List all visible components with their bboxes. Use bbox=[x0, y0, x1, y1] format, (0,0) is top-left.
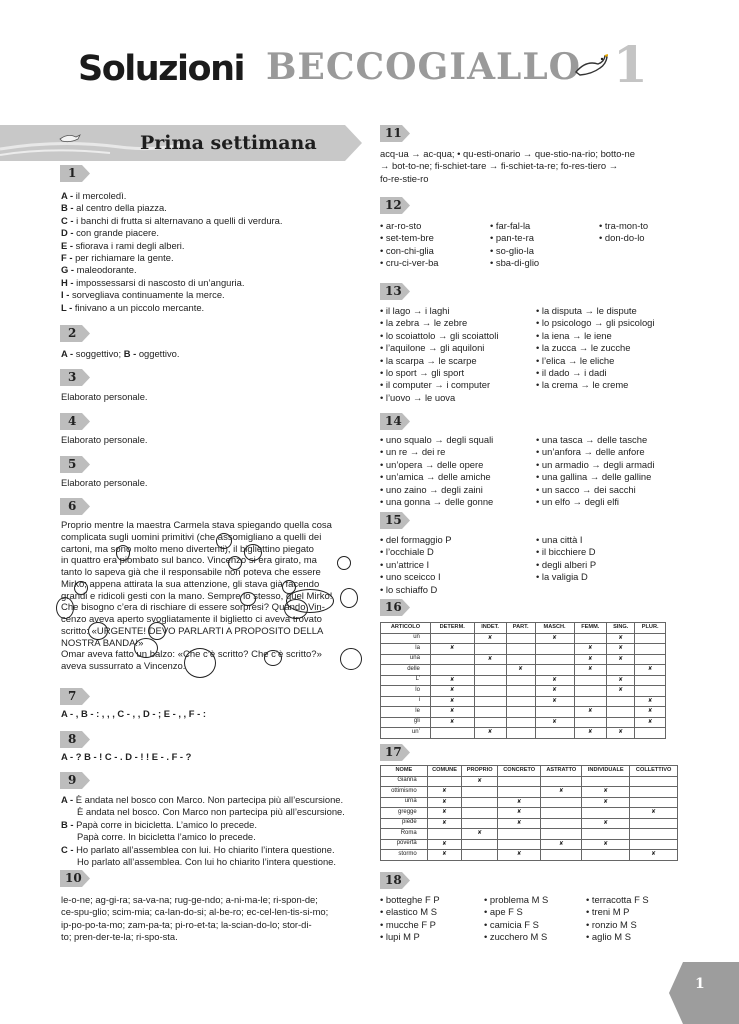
section-number: 5 bbox=[68, 457, 77, 471]
section-12 bbox=[380, 197, 410, 217]
table-cell bbox=[498, 829, 541, 840]
table-cell bbox=[462, 850, 498, 861]
table-cell: ✘ bbox=[462, 776, 498, 787]
table-row bbox=[381, 818, 678, 829]
row-label: delle bbox=[381, 665, 431, 676]
table-cell bbox=[506, 728, 535, 739]
section-number: 17 bbox=[385, 745, 402, 759]
table-cell: ✘ bbox=[427, 808, 462, 819]
table-cell bbox=[535, 644, 574, 655]
section-number: 10 bbox=[65, 871, 82, 885]
section-number: 15 bbox=[385, 513, 402, 527]
punctuation-circle bbox=[116, 545, 130, 561]
table-cell: ✘ bbox=[607, 728, 635, 739]
section-6-text: Proprio mentre la maestra Carmela stava spiegando quella cosa complicata sugli uomini primitivi (che assomigliano a quelli dei cartoni, ma sono molto meno divertenti), il bigliettino piegato in quattro era piombato sul banco. Vincenzo si era girato, ma tanto lo sapeva già che il responsabile non poteva che essere Mirko; appena attirata la sua attenzione, gli stava già facendo grandi e ridicoli gesti con la mano. Sempre lo stesso, quel Mirko! Che bisogno c’era di rischiare di essere sorpresi? Quando Vin- cenzo aveva aperto svogliatamente il biglietto ci aveva trovato scritto: «URGENTE! DEVO PARLARTI A PROPOSITO DELLA NOSTRA BANDA!» Omar aveva fatto un balzo: «Che c’è scritto? Che c’è scritto?» aveva sussurrato a Vincenzo. bbox=[61, 520, 333, 673]
punctuation-circle bbox=[148, 622, 166, 640]
table-cell bbox=[574, 686, 607, 697]
table-cell: ✘ bbox=[635, 665, 666, 676]
section-12-col-2: • far-fal-la • pan-te-ra • so-glio-la • sba-di-glio bbox=[490, 220, 539, 270]
table-cell bbox=[541, 818, 582, 829]
table-cell: ✘ bbox=[498, 797, 541, 808]
table-cell bbox=[607, 696, 635, 707]
table-row bbox=[381, 644, 666, 655]
row-label: lo bbox=[381, 686, 431, 697]
section-9-list: A - È andata nel bosco con Marco. Non partecipa più all’escursione. È andata nel bosco. Con Marco non partecipa più all’escursione. B - Papà corre in bicicletta. L’amico lo precede. Papà corre. In bicicletta l’amico lo precede. C - Ho parlato all’assemblea con lui. Ho chiarito l’intera questione. Ho parlato all’assemblea. Con lui ho chiarito l’intera questione. bbox=[61, 794, 345, 868]
table-cell bbox=[582, 850, 630, 861]
table-cell bbox=[498, 776, 541, 787]
column-header: NOME bbox=[381, 766, 428, 777]
table-cell bbox=[541, 808, 582, 819]
section-number: 7 bbox=[68, 689, 77, 703]
section-9 bbox=[60, 772, 90, 792]
table-cell bbox=[427, 829, 462, 840]
section-12-col-3: • tra-mon-to • don-do-lo bbox=[599, 220, 648, 245]
section-6 bbox=[60, 498, 90, 518]
section-2-text: A - soggettivo; B - oggettivo. bbox=[61, 348, 180, 359]
row-label: piede bbox=[381, 818, 428, 829]
header-brand: BECCOGIALLO bbox=[266, 46, 582, 88]
table-cell bbox=[574, 675, 607, 686]
table-cell: ✘ bbox=[541, 839, 582, 850]
table-cell bbox=[506, 675, 535, 686]
table-cell: ✘ bbox=[607, 686, 635, 697]
section-number: 1 bbox=[68, 166, 77, 180]
table-cell bbox=[574, 717, 607, 728]
table-cell: ✘ bbox=[427, 818, 462, 829]
punctuation-circle bbox=[284, 599, 308, 619]
table-cell: ✘ bbox=[427, 850, 462, 861]
table-cell: ✘ bbox=[630, 850, 678, 861]
table-cell: ✘ bbox=[582, 797, 630, 808]
row-label: Gianna bbox=[381, 776, 428, 787]
table-cell bbox=[635, 728, 666, 739]
table-cell: ✘ bbox=[635, 717, 666, 728]
section-number: 9 bbox=[68, 773, 77, 787]
table-cell: ✘ bbox=[574, 654, 607, 665]
section-number: 4 bbox=[68, 414, 77, 428]
section-number: 8 bbox=[68, 732, 77, 746]
section-number: 11 bbox=[385, 126, 402, 140]
row-label: un’ bbox=[381, 728, 431, 739]
table-cell bbox=[635, 675, 666, 686]
table-row bbox=[381, 839, 678, 850]
table-row bbox=[381, 808, 678, 819]
table-row bbox=[381, 728, 666, 739]
row-label: una bbox=[381, 654, 431, 665]
section-14 bbox=[380, 413, 410, 433]
section-10 bbox=[60, 870, 90, 890]
punctuation-circle bbox=[264, 650, 282, 666]
column-header: INDET. bbox=[474, 623, 506, 634]
table-cell bbox=[541, 776, 582, 787]
section-15-left: • del formaggio P • l’occhiale D • un’attrice I • uno sceicco I • lo schiaffo D bbox=[380, 534, 452, 596]
punctuation-circle bbox=[244, 544, 262, 561]
section-11-text: acq-ua → ac-qua; • qu-esti-onario → que-stio-na-rio; botto-ne → bot-to-ne; fi-schiet-tare → fi-schiet-ta-re; fo-res-tiero → fo-re-stie-ro bbox=[380, 148, 635, 184]
row-label: un bbox=[381, 633, 431, 644]
table-cell bbox=[535, 665, 574, 676]
table-cell bbox=[541, 850, 582, 861]
table-cell: ✘ bbox=[430, 707, 474, 718]
table-cell: ✘ bbox=[462, 829, 498, 840]
table-row bbox=[381, 665, 666, 676]
table-cell bbox=[498, 787, 541, 798]
row-label: ottimismo bbox=[381, 787, 428, 798]
table-cell bbox=[535, 728, 574, 739]
section-13-left: • il lago → i laghi • la zebra → le zebre • lo scoiattolo → gli scoiattoli • l’aquilone → gli aquiloni • la scarpa → le scarpe • lo sport → gli sport • il computer → i computer • l’uovo → le uova bbox=[380, 305, 498, 404]
section-13-right: • la disputa → le dispute • lo psicologo → gli psicologi • la iena → le iene • la zucca → le zucche • l’elica → le eliche • il dado → i dadi • la crema → le creme bbox=[536, 305, 654, 392]
section-number: 14 bbox=[385, 414, 402, 428]
section-13 bbox=[380, 283, 410, 303]
section-7 bbox=[60, 688, 90, 708]
table-cell: ✘ bbox=[474, 728, 506, 739]
column-header: COMUNE bbox=[427, 766, 462, 777]
table-cell bbox=[474, 707, 506, 718]
punctuation-circle bbox=[56, 597, 74, 619]
table-cell: ✘ bbox=[427, 787, 462, 798]
table-row bbox=[381, 787, 678, 798]
table-cell bbox=[541, 829, 582, 840]
table-cell bbox=[506, 686, 535, 697]
table-cell bbox=[474, 665, 506, 676]
table-row bbox=[381, 717, 666, 728]
table-header-row bbox=[381, 766, 678, 777]
nouns-table bbox=[380, 765, 678, 861]
table-cell bbox=[574, 633, 607, 644]
week-title: Prima settimana bbox=[140, 132, 317, 154]
table-cell bbox=[462, 818, 498, 829]
table-cell bbox=[430, 665, 474, 676]
row-label: Roma bbox=[381, 829, 428, 840]
table-cell bbox=[506, 654, 535, 665]
table-row bbox=[381, 797, 678, 808]
table-cell: ✘ bbox=[535, 686, 574, 697]
table-cell bbox=[635, 644, 666, 655]
row-label: la bbox=[381, 644, 431, 655]
table-cell: ✘ bbox=[630, 808, 678, 819]
column-header: ASTRATTO bbox=[541, 766, 582, 777]
table-cell: ✘ bbox=[474, 654, 506, 665]
column-header: COLLETTIVO bbox=[630, 766, 678, 777]
table-cell: ✘ bbox=[607, 633, 635, 644]
table-cell bbox=[506, 717, 535, 728]
section-18-col-1: • botteghe F P • elastico M S • mucche F P • lupi M P bbox=[380, 894, 440, 944]
punctuation-circle bbox=[240, 592, 256, 606]
table-cell: ✘ bbox=[430, 644, 474, 655]
section-number: 13 bbox=[385, 284, 402, 298]
column-header: INDIVIDUALE bbox=[582, 766, 630, 777]
section-number: 18 bbox=[385, 873, 402, 887]
row-label: stormo bbox=[381, 850, 428, 861]
table-cell bbox=[535, 654, 574, 665]
table-cell: ✘ bbox=[582, 818, 630, 829]
table-header-row bbox=[381, 623, 666, 634]
section-18 bbox=[380, 872, 410, 892]
table-cell: ✘ bbox=[607, 644, 635, 655]
table-cell: ✘ bbox=[535, 717, 574, 728]
table-cell bbox=[607, 707, 635, 718]
table-cell: ✘ bbox=[430, 717, 474, 728]
section-14-left: • uno squalo → degli squali • un re → dei re • un’opera → delle opere • un’amica → delle amiche • uno zaino → degli zaini • una gonna → delle gonne bbox=[380, 434, 493, 508]
table-cell: ✘ bbox=[498, 850, 541, 861]
row-label: gregge bbox=[381, 808, 428, 819]
punctuation-circle bbox=[88, 622, 108, 640]
table-row bbox=[381, 654, 666, 665]
section-7-text: A - , B - : , , , C - , , D - ; E - , , F - : bbox=[61, 708, 206, 719]
table-cell: ✘ bbox=[582, 839, 630, 850]
table-cell bbox=[462, 839, 498, 850]
section-8-text: A - ? B - ! C - . D - ! ! E - . F - ? bbox=[61, 751, 192, 762]
row-label: urna bbox=[381, 797, 428, 808]
table-cell: ✘ bbox=[607, 675, 635, 686]
section-number: 3 bbox=[68, 370, 77, 384]
table-cell bbox=[498, 839, 541, 850]
section-3-text: Elaborato personale. bbox=[61, 391, 148, 402]
table-cell bbox=[506, 633, 535, 644]
punctuation-circle bbox=[340, 648, 362, 670]
section-14-right: • una tasca → delle tasche • un’anfora → delle anfore • un armadio → degli armadi • una gallina → delle galline • un sacco → dei sacchi • un elfo → degli elfi bbox=[536, 434, 654, 508]
table-cell: ✘ bbox=[498, 818, 541, 829]
table-cell: ✘ bbox=[607, 654, 635, 665]
table-cell bbox=[574, 696, 607, 707]
header-title: Soluzioni bbox=[78, 49, 244, 89]
section-number: 6 bbox=[68, 499, 77, 513]
header-volume-number: 1 bbox=[613, 35, 648, 94]
column-header: ARTICOLO bbox=[381, 623, 431, 634]
section-18-col-2: • problema M S • ape F S • camicia F S • zucchero M S bbox=[484, 894, 548, 944]
table-cell: ✘ bbox=[430, 686, 474, 697]
table-cell bbox=[630, 839, 678, 850]
column-header: MASCH. bbox=[535, 623, 574, 634]
table-cell bbox=[630, 787, 678, 798]
punctuation-circle bbox=[74, 581, 88, 595]
row-label: i bbox=[381, 696, 431, 707]
section-number: 16 bbox=[385, 600, 402, 614]
table-cell bbox=[430, 654, 474, 665]
punctuation-circle bbox=[337, 556, 351, 570]
table-row bbox=[381, 696, 666, 707]
column-header: PROPRIO bbox=[462, 766, 498, 777]
section-16 bbox=[380, 599, 410, 619]
articles-table bbox=[380, 622, 666, 739]
table-cell bbox=[430, 633, 474, 644]
table-cell bbox=[635, 686, 666, 697]
table-cell bbox=[430, 728, 474, 739]
section-5 bbox=[60, 456, 90, 476]
punctuation-circle bbox=[340, 588, 358, 608]
table-row bbox=[381, 633, 666, 644]
section-15 bbox=[380, 512, 410, 532]
table-cell bbox=[427, 776, 462, 787]
table-cell bbox=[474, 675, 506, 686]
section-15-right: • una città I • il bicchiere D • degli alberi P • la valigia D bbox=[536, 534, 596, 584]
row-label: gli bbox=[381, 717, 431, 728]
table-cell: ✘ bbox=[541, 787, 582, 798]
table-cell bbox=[630, 829, 678, 840]
table-cell bbox=[635, 633, 666, 644]
table-row bbox=[381, 850, 678, 861]
section-4-text: Elaborato personale. bbox=[61, 434, 148, 445]
table-cell bbox=[506, 707, 535, 718]
table-row bbox=[381, 707, 666, 718]
table-cell: ✘ bbox=[430, 696, 474, 707]
table-cell: ✘ bbox=[574, 665, 607, 676]
table-cell bbox=[506, 696, 535, 707]
table-cell bbox=[630, 818, 678, 829]
column-header: FEMM. bbox=[574, 623, 607, 634]
table-cell bbox=[506, 644, 535, 655]
punctuation-circle bbox=[228, 556, 242, 570]
page-number: 1 bbox=[695, 976, 705, 992]
section-18-col-3: • terracotta F S • treni M P • ronzio M S • aglio M S bbox=[586, 894, 649, 944]
table-cell: ✘ bbox=[430, 675, 474, 686]
table-row bbox=[381, 675, 666, 686]
row-label: povertà bbox=[381, 839, 428, 850]
table-cell: ✘ bbox=[635, 696, 666, 707]
punctuation-circle bbox=[184, 648, 216, 678]
table-cell bbox=[607, 665, 635, 676]
table-cell bbox=[535, 707, 574, 718]
table-cell: ✘ bbox=[582, 787, 630, 798]
table-cell bbox=[630, 797, 678, 808]
section-4 bbox=[60, 413, 90, 433]
section-1 bbox=[60, 165, 90, 185]
table-cell: ✘ bbox=[635, 707, 666, 718]
column-header: PART. bbox=[506, 623, 535, 634]
table-cell: ✘ bbox=[535, 675, 574, 686]
gull-logo-icon bbox=[572, 50, 608, 80]
column-header: SING. bbox=[607, 623, 635, 634]
table-cell: ✘ bbox=[535, 696, 574, 707]
section-11 bbox=[380, 125, 410, 145]
table-cell bbox=[462, 797, 498, 808]
table-cell bbox=[462, 808, 498, 819]
table-cell: ✘ bbox=[498, 808, 541, 819]
table-cell bbox=[607, 717, 635, 728]
column-header: DETERM. bbox=[430, 623, 474, 634]
section-2 bbox=[60, 325, 90, 345]
section-10-text: le-o-ne; ag-gi-ra; sa-va-na; rug-ge-ndo; a-ni-ma-le; ri-spon-de; ce-spu-glio; scim-mia; ca-lan-do-si; al-be-ro; ec-cel-len-tis-si-mo; ip-po-po-ta-mo; zam-pa-ta; pi-ro-et-ta; la-scian-do-lo; stor-di- to; pren-der-te-la; ri-spo-sta. bbox=[61, 894, 329, 943]
section-number: 2 bbox=[68, 326, 77, 340]
table-cell: ✘ bbox=[427, 797, 462, 808]
section-1-list: A - il mercoledì. B - al centro della piazza. C - i banchi di frutta si alternavano a quelli di verdura. D - con grande piacere. E - sfiorava i rami degli alberi. F - per richiamare la gente. G - maleodorante. H - impossessarsi di nascosto di un’anguria. I - sorvegliava continuamente la merce. L - finivano a un piccolo mercante. bbox=[61, 190, 283, 313]
table-cell bbox=[582, 776, 630, 787]
section-5-text: Elaborato personale. bbox=[61, 477, 148, 488]
table-cell: ✘ bbox=[427, 839, 462, 850]
table-cell bbox=[541, 797, 582, 808]
table-cell bbox=[630, 776, 678, 787]
table-cell bbox=[462, 787, 498, 798]
table-cell bbox=[474, 644, 506, 655]
table-cell bbox=[474, 686, 506, 697]
column-header: CONCRETO bbox=[498, 766, 541, 777]
table-cell bbox=[582, 808, 630, 819]
table-cell bbox=[474, 696, 506, 707]
table-cell: ✘ bbox=[574, 728, 607, 739]
table-cell: ✘ bbox=[574, 644, 607, 655]
table-row bbox=[381, 829, 678, 840]
table-cell: ✘ bbox=[574, 707, 607, 718]
table-row bbox=[381, 776, 678, 787]
table-cell bbox=[582, 829, 630, 840]
punctuation-circle bbox=[134, 638, 158, 658]
section-12-col-1: • ar-ro-sto • set-tem-bre • con-chi-glia • cru-ci-ver-ba bbox=[380, 220, 439, 270]
row-label: L’ bbox=[381, 675, 431, 686]
table-cell: ✘ bbox=[535, 633, 574, 644]
punctuation-circle bbox=[216, 533, 232, 549]
section-number: 12 bbox=[385, 198, 402, 212]
table-cell: ✘ bbox=[506, 665, 535, 676]
table-row bbox=[381, 686, 666, 697]
table-cell bbox=[635, 654, 666, 665]
column-header: PLUR. bbox=[635, 623, 666, 634]
table-cell bbox=[474, 717, 506, 728]
section-3 bbox=[60, 369, 90, 389]
section-8 bbox=[60, 731, 90, 751]
row-label: le bbox=[381, 707, 431, 718]
section-17 bbox=[380, 744, 410, 764]
table-cell: ✘ bbox=[474, 633, 506, 644]
